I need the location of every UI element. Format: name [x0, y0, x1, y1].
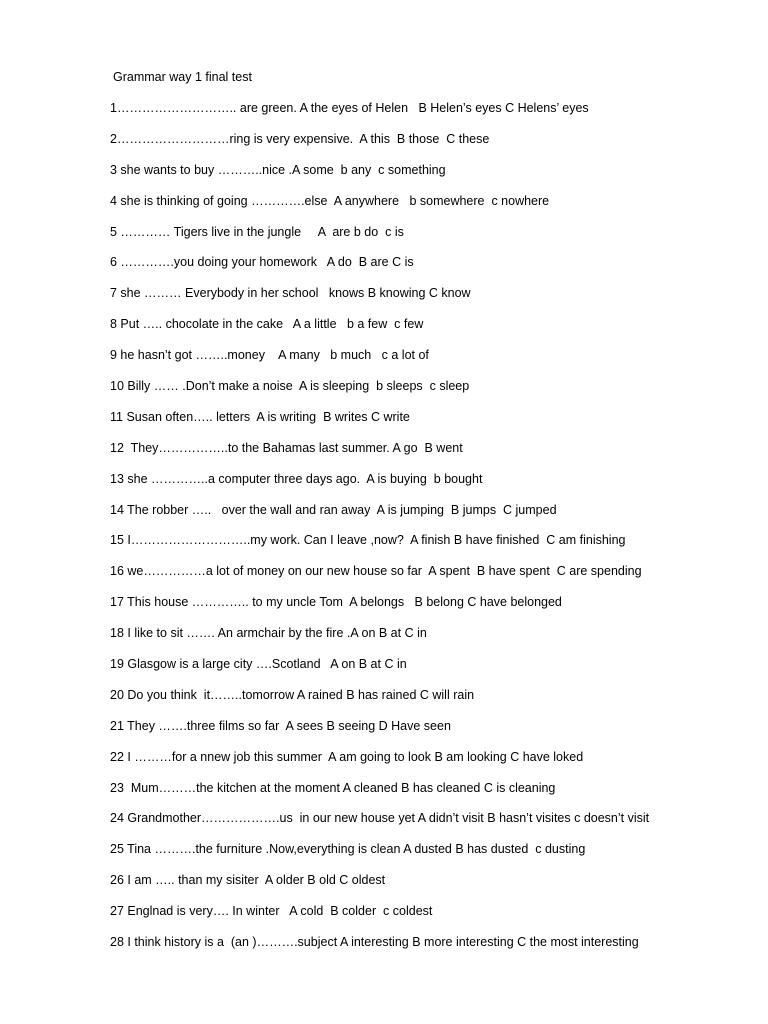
- question-23: 23 Mum………the kitchen at the moment A cleaned B has cleaned C is cleaning: [110, 780, 556, 795]
- question-3: 3 she wants to buy ………..nice .A some b any c something: [110, 162, 446, 177]
- question-2: 2………………………ring is very expensive. A this B those C these: [110, 131, 490, 146]
- question-19: 19 Glasgow is a large city ….Scotland A on B at C in: [110, 657, 407, 672]
- question-10: 10 Billy …… .Don’t make a noise A is sleeping b sleeps c sleep: [110, 379, 470, 394]
- question-16: 16 we……………a lot of money on our new house so far A spent B have spent C are spending: [110, 564, 642, 579]
- document-title: Grammar way 1 final test: [113, 70, 252, 84]
- question-20: 20 Do you think it……..tomorrow A rained B has rained C will rain: [110, 687, 475, 702]
- question-28: 28 I think history is a (an )……….subject A interesting B more interesting C the most interesting: [110, 935, 639, 950]
- question-11: 11 Susan often….. letters A is writing B writes C write: [110, 409, 410, 424]
- question-24: 24 Grandmother……………….us in our new house yet A didn’t visit B hasn’t visites c doesn’t visit: [110, 811, 650, 826]
- question-17: 17 This house ………….. to my uncle Tom A belongs B belong C have belonged: [110, 595, 562, 610]
- question-4: 4 she is thinking of going ………….else A anywhere b somewhere c nowhere: [110, 193, 550, 208]
- question-8: 8 Put ….. chocolate in the cake A a little b a few c few: [110, 317, 424, 332]
- question-list: [110, 100, 750, 965]
- question-13: 13 she …………..a computer three days ago. A is buying b bought: [110, 471, 483, 486]
- question-5: 5 ………… Tigers live in the jungle A are b do c is: [110, 224, 404, 239]
- question-12: 12 They……………..to the Bahamas last summer. A go B went: [110, 440, 463, 455]
- question-18: 18 I like to sit ……. An armchair by the fire .A on B at C in: [110, 626, 427, 641]
- question-25: 25 Tina ……….the furniture .Now,everything is clean A dusted B has dusted c dusting: [110, 842, 586, 857]
- question-7: 7 she ……… Everybody in her school knows B knowing C know: [110, 286, 471, 301]
- question-6: 6 ………….you doing your homework A do B are C is: [110, 255, 414, 270]
- question-1: 1……………………….. are green. A the eyes of Helen B Helen’s eyes C Helens’ eyes: [110, 101, 589, 115]
- question-15: 15 I………………………..my work. Can I leave ,now? A finish B have finished C am finishing: [110, 533, 626, 548]
- question-9: 9 he hasn’t got ……..money A many b much c a lot of: [110, 348, 429, 363]
- question-21: 21 They …….three films so far A sees B seeing D Have seen: [110, 718, 451, 733]
- question-26: 26 I am ….. than my sisiter A older B old C oldest: [110, 873, 386, 888]
- question-27: 27 Englnad is very…. In winter A cold B colder c coldest: [110, 904, 433, 919]
- question-14: 14 The robber ….. over the wall and ran away A is jumping B jumps C jumped: [110, 502, 557, 517]
- question-22: 22 I ………for a nnew job this summer A am going to look B am looking C have loked: [110, 749, 584, 764]
